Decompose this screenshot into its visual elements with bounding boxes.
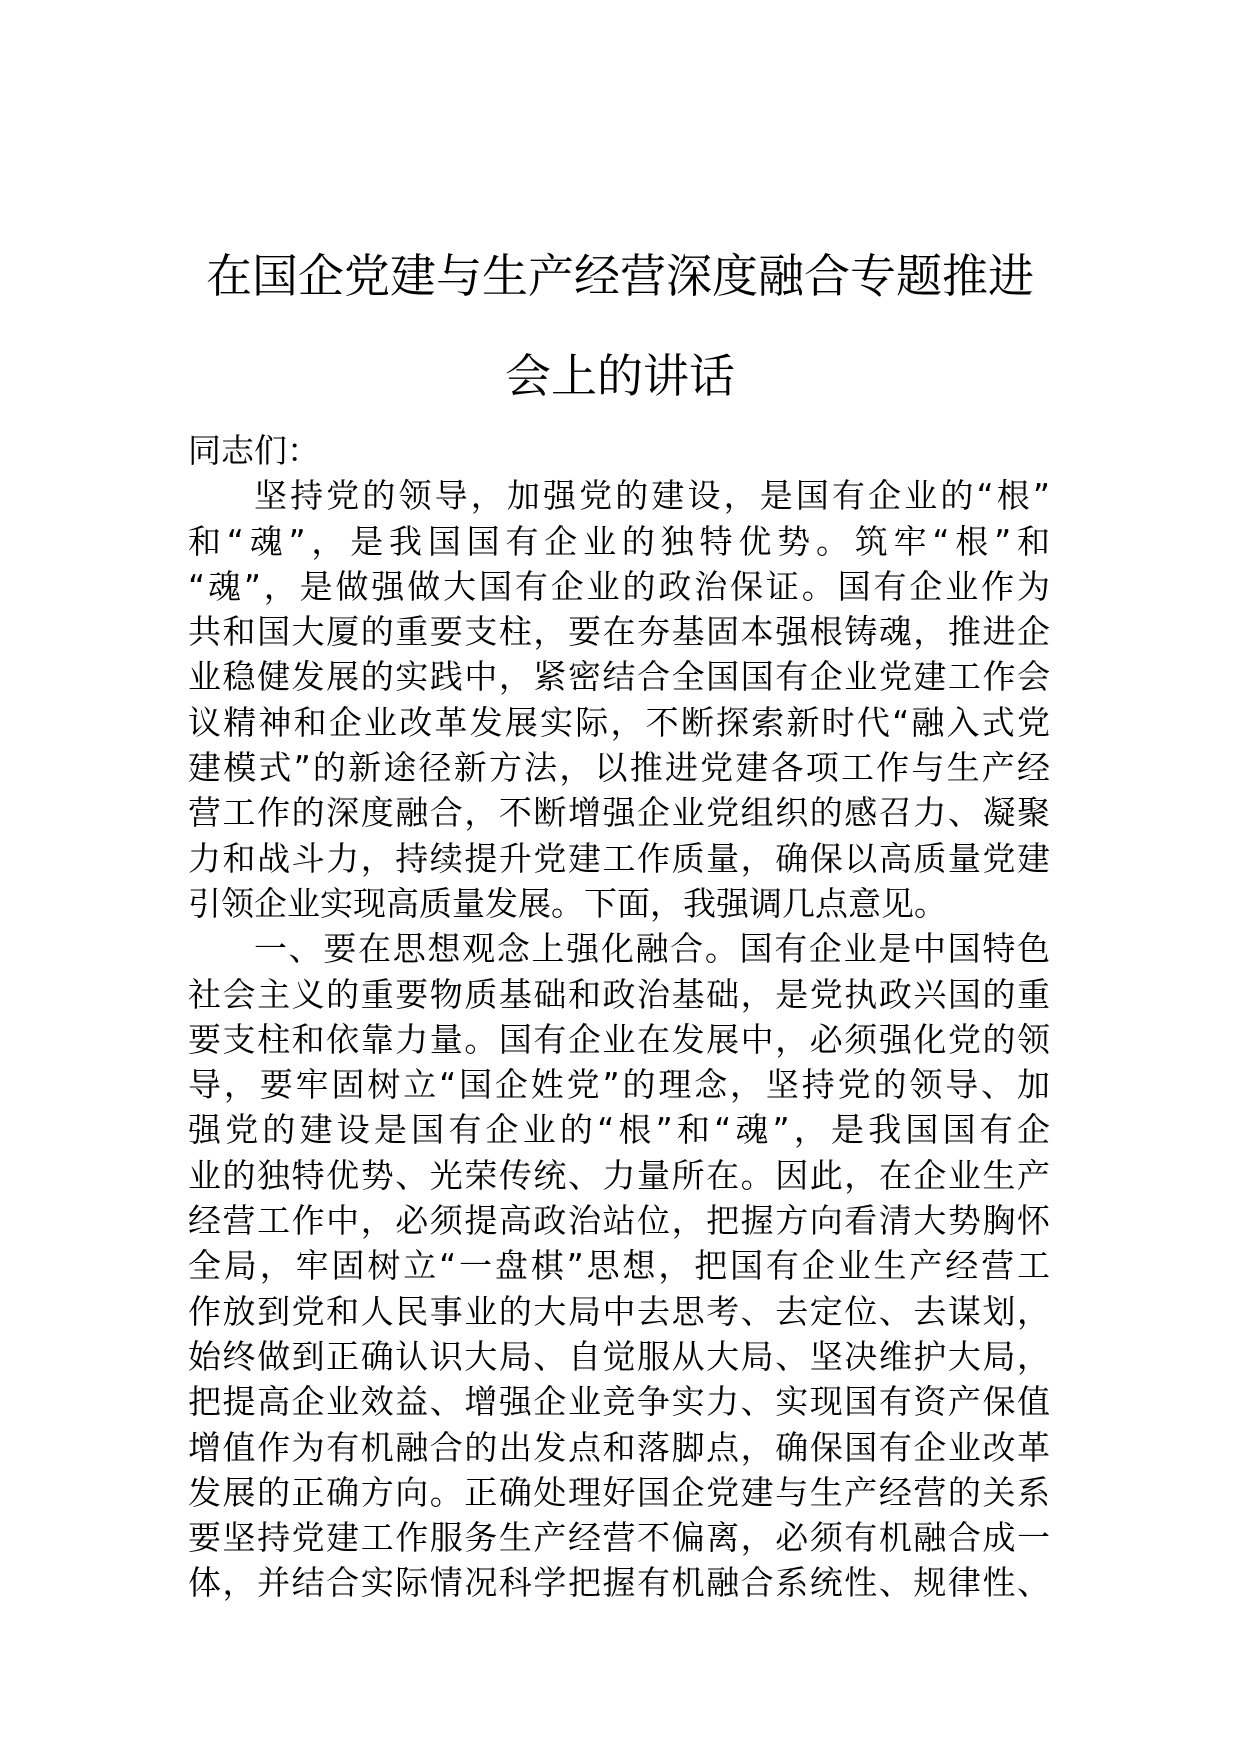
paragraph-line: 始终做到正确认识大局、自觉服从大局、坚决维护大局， bbox=[188, 1336, 1050, 1376]
paragraph-line: 议精神和企业改革发展实际，不断探索新时代“融入式党 bbox=[188, 702, 1050, 742]
paragraph-line: 一、要在思想观念上强化融合。国有企业是中国特色 bbox=[254, 929, 1050, 969]
paragraph-line: 要支柱和依靠力量。国有企业在发展中，必须强化党的领 bbox=[188, 1019, 1050, 1059]
paragraph-line: 建模式”的新途径新方法，以推进党建各项工作与生产经 bbox=[188, 748, 1050, 788]
title-line-2: 会上的讲话 bbox=[505, 348, 735, 403]
paragraph-line: 把提高企业效益、增强企业竞争实力、实现国有资产保值 bbox=[188, 1382, 1050, 1422]
paragraph-1 bbox=[188, 473, 1050, 926]
paragraph-line: 共和国大厦的重要支柱，要在夯基固本强根铸魂，推进企 bbox=[188, 612, 1050, 652]
paragraph-line: 增值作为有机融合的出发点和落脚点，确保国有企业改革 bbox=[188, 1427, 1050, 1467]
paragraph-line: 业稳健发展的实践中，紧密结合全国国有企业党建工作会 bbox=[188, 657, 1050, 697]
paragraph-line: 全局，牢固树立“一盘棋”思想，把国有企业生产经营工 bbox=[188, 1246, 1050, 1286]
paragraph-line: 作放到党和人民事业的大局中去思考、去定位、去谋划， bbox=[188, 1291, 1050, 1331]
document-body bbox=[188, 428, 1050, 1606]
paragraph-line: 引领企业实现高质量发展。下面，我强调几点意见。 bbox=[188, 883, 947, 923]
paragraph-line: 经营工作中，必须提高政治站位，把握方向看清大势胸怀 bbox=[188, 1201, 1050, 1241]
paragraph-line: 导，要牢固树立“国企姓党”的理念，坚持党的领导、加 bbox=[188, 1065, 1050, 1105]
paragraph-line: 力和战斗力，持续提升党建工作质量，确保以高质量党建 bbox=[188, 838, 1050, 878]
paragraph-line: 和“魂”，是我国国有企业的独特优势。筑牢“根”和 bbox=[188, 521, 1050, 561]
paragraph-line: 坚持党的领导，加强党的建设，是国有企业的“根” bbox=[254, 476, 1050, 516]
paragraph-line: 营工作的深度融合，不断增强企业党组织的感召力、凝聚 bbox=[188, 793, 1050, 833]
document-title bbox=[200, 226, 1040, 426]
paragraph-2 bbox=[188, 926, 1050, 1605]
salutation: 同志们： bbox=[188, 431, 320, 470]
paragraph-line: “魂”，是做强做大国有企业的政治保证。国有企业作为 bbox=[188, 566, 1050, 606]
paragraph-line: 业的独特优势、光荣传统、力量所在。因此，在企业生产 bbox=[188, 1155, 1050, 1195]
title-line-1: 在国企党建与生产经营深度融合专题推进 bbox=[206, 248, 1034, 303]
paragraph-line: 社会主义的重要物质基础和政治基础，是党执政兴国的重 bbox=[188, 974, 1050, 1014]
paragraph-line: 发展的正确方向。正确处理好国企党建与生产经营的关系 bbox=[188, 1472, 1050, 1512]
paragraph-line: 体，并结合实际情况科学把握有机融合系统性、规律性、 bbox=[188, 1563, 1050, 1603]
paragraph-line: 要坚持党建工作服务生产经营不偏离，必须有机融合成一 bbox=[188, 1518, 1050, 1558]
paragraph-line: 强党的建设是国有企业的“根”和“魂”，是我国国有企 bbox=[188, 1110, 1050, 1150]
